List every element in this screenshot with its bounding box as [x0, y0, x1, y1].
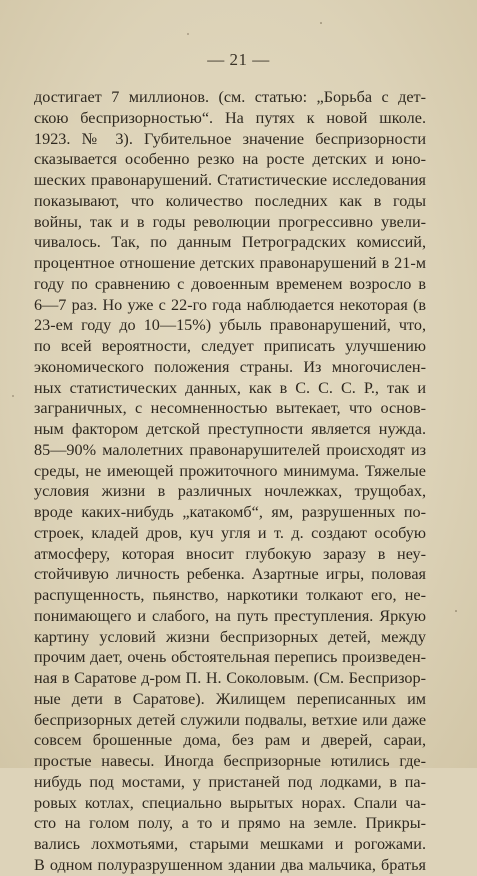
text-line: распущенность, пьянство, наркотики толкают его, не-	[34, 586, 426, 604]
text-line: сто на голом полу, а то и прямо на земле. Прикры-	[34, 814, 426, 833]
page-number: — 21 —	[207, 50, 270, 69]
text-line: нибудь под мостами, у пристаней под лодками, в па-	[34, 772, 426, 791]
text-line: картину условий жизни беспризорных детей, между	[34, 627, 426, 646]
text-line: совсем брошенные дома, без рам и дверей, сараи,	[34, 731, 426, 750]
text-line: В одном полуразрушенном здании два мальчика, братья	[34, 855, 426, 874]
text-line: году по сравнению с довоенным временем возросло в	[34, 274, 426, 293]
text-line: ных статистических данных, как в С. С. С. Р., так и	[34, 378, 426, 397]
text-line: вались лохмотьями, старыми мешками и рогожами.	[34, 835, 426, 853]
text-line: ные дети в Саратове). Жилищем переписанных им	[34, 689, 426, 708]
text-line: 1923. № 3). Губительное значение беспризорности	[34, 129, 426, 148]
text-line: показывают, что количество последних как в годы	[34, 191, 426, 210]
text-line: атмосферу, которая вносит глубокую заразу в неу-	[34, 544, 426, 563]
text-line: заграничных, с несомненностью вытекает, что основ-	[34, 399, 426, 418]
paper-speck	[187, 33, 189, 35]
text-line: чивалось. Так, по данным Петроградских комиссий,	[34, 233, 426, 252]
text-line: процентное отношение детских правонарушений в 21-м	[34, 254, 426, 272]
text-line: войны, так и в годы революции прогрессивно увели-	[34, 212, 426, 231]
text-line: ная в Саратове д-ром П. Н. Соколовым. (См. Беспризор-	[34, 669, 426, 687]
text-line: ным фактором детской преступности является нужда.	[34, 420, 426, 438]
text-line: по всей вероятности, следует приписать улучшению	[34, 337, 426, 355]
text-line: стойчивую личность ребенка. Азартные игры, половая	[34, 565, 426, 584]
body-text	[34, 87, 426, 876]
text-line: ровых котлах, специально вырытых норах. Спали ча-	[34, 793, 426, 812]
text-line: беспризорных детей служили подвалы, ветхие или даже	[34, 710, 426, 729]
text-line: 23-ем году до 10—15%) убыль правонарушений, что,	[34, 316, 426, 335]
paper-speck	[455, 610, 457, 612]
text-line: 6—7 раз. Но уже с 22-го года наблюдается некоторая (в	[34, 295, 426, 314]
text-line: прочим дает, очень обстоятельная перепись произведен-	[34, 648, 426, 667]
text-line: вроде каких-нибудь „катакомб“, ям, разрушенных по-	[34, 503, 426, 521]
text-line: среды, не имеющей прожиточного минимума. Тяжелые	[34, 461, 426, 480]
text-line: шеских правонарушений. Статистические исследования	[34, 171, 426, 189]
text-line: сказывается особенно резко на росте детских и юно-	[34, 150, 426, 169]
text-line: строек, кладей дров, куч угля и т. д. создают особую	[34, 523, 426, 542]
text-line: экономического положения страны. Из многочислен-	[34, 357, 426, 376]
paper-speck	[12, 395, 14, 397]
paper-speck	[320, 22, 322, 24]
text-line: простые навесы. Иногда беспризорные ютились где-	[34, 752, 426, 770]
text-line: понимающего и слабого, на путь преступления. Яркую	[34, 606, 426, 625]
text-line: достигает 7 миллионов. (см. статью: „Борьба с дет-	[34, 88, 426, 106]
text-line: условия жизни в различных ночлежках, трущобах,	[34, 482, 426, 501]
text-line: скою беспризорностью“. На путях к новой школе.	[34, 108, 426, 127]
text-line: 85—90% малолетних правонарушителей происходят из	[34, 440, 426, 459]
